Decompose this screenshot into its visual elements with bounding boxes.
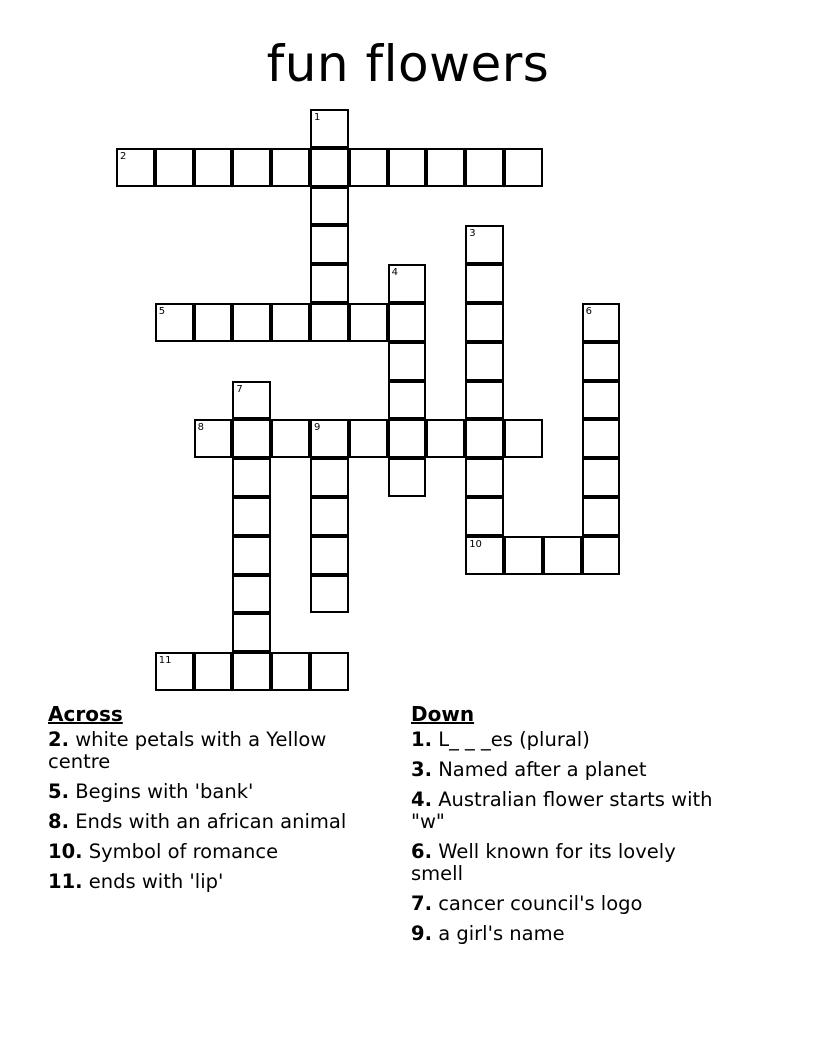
across-heading: Across <box>48 702 123 726</box>
down-clues <box>411 703 731 953</box>
grid-cell[interactable] <box>310 575 349 614</box>
clue-number: 7 <box>236 383 243 395</box>
grid-cell[interactable] <box>232 458 271 497</box>
clue-down-1: 1. L_ _ _es (plural) <box>411 728 590 751</box>
grid-cell[interactable] <box>465 536 504 575</box>
grid-cell[interactable] <box>310 536 349 575</box>
grid-cell[interactable] <box>155 652 194 691</box>
grid-cell[interactable] <box>349 148 388 187</box>
grid-cell[interactable] <box>232 419 271 458</box>
grid-cell[interactable] <box>232 497 271 536</box>
grid-cell[interactable] <box>388 381 427 420</box>
clue-number: 4 <box>391 267 398 279</box>
grid-cell[interactable] <box>194 419 233 458</box>
grid-cell[interactable] <box>388 419 427 458</box>
clue-across-10: 10. Symbol of romance <box>48 840 279 863</box>
grid-cell[interactable] <box>232 575 271 614</box>
across-clues <box>48 703 388 901</box>
grid-cell[interactable] <box>465 303 504 342</box>
grid-cell[interactable] <box>582 419 621 458</box>
clue-down-6: 6. Well known for its lovely smell <box>411 840 676 885</box>
clue-number: 10 <box>469 538 482 550</box>
grid-cell[interactable] <box>388 458 427 497</box>
grid-cell[interactable] <box>310 419 349 458</box>
clue-across-2: 2. white petals with a Yellow centre <box>48 728 327 773</box>
grid-cell[interactable] <box>232 613 271 652</box>
grid-cell[interactable] <box>310 225 349 264</box>
grid-cell[interactable] <box>388 264 427 303</box>
grid-cell[interactable] <box>155 303 194 342</box>
page-title: fun flowers <box>266 35 550 93</box>
grid-cell[interactable] <box>310 458 349 497</box>
grid-cell[interactable] <box>504 536 543 575</box>
clue-number: 2 <box>120 150 127 162</box>
grid-cell[interactable] <box>232 303 271 342</box>
clue-across-5: 5. Begins with 'bank' <box>48 780 254 803</box>
clue-across-11: 11. ends with 'lip' <box>48 870 224 893</box>
grid-cell[interactable] <box>271 652 310 691</box>
grid-cell[interactable] <box>349 419 388 458</box>
grid-cell[interactable] <box>116 148 155 187</box>
grid-cell[interactable] <box>426 419 465 458</box>
grid-cell[interactable] <box>465 497 504 536</box>
grid-cell[interactable] <box>232 536 271 575</box>
grid-cell[interactable] <box>582 497 621 536</box>
grid-cell[interactable] <box>310 497 349 536</box>
clue-number: 9 <box>314 422 321 434</box>
grid-cell[interactable] <box>582 381 621 420</box>
grid-cell[interactable] <box>388 303 427 342</box>
clue-number: 6 <box>585 306 592 317</box>
grid-cell[interactable] <box>388 148 427 187</box>
clue-down-7: 7. cancer council's logo <box>411 892 643 915</box>
grid-cell[interactable] <box>465 381 504 420</box>
grid-cell[interactable] <box>582 536 621 575</box>
grid-cell[interactable] <box>194 303 233 342</box>
clue-number: 11 <box>158 655 172 667</box>
grid-cell[interactable] <box>388 342 427 381</box>
grid-cell[interactable] <box>465 148 504 187</box>
grid-cell[interactable] <box>232 652 271 691</box>
grid-cell[interactable] <box>426 148 465 187</box>
grid-cell[interactable] <box>582 458 621 497</box>
grid-cell[interactable] <box>194 148 233 187</box>
grid-cell[interactable] <box>271 419 310 458</box>
grid-cell[interactable] <box>465 458 504 497</box>
grid-cell[interactable] <box>465 419 504 458</box>
grid-cell[interactable] <box>582 342 621 381</box>
grid-cell[interactable] <box>232 148 271 187</box>
grid-cell[interactable] <box>465 225 504 264</box>
clue-number: 1 <box>314 112 321 123</box>
grid-cell[interactable] <box>504 419 543 458</box>
grid-cell[interactable] <box>310 187 349 226</box>
grid-cell[interactable] <box>194 652 233 691</box>
clue-number: 3 <box>469 228 476 240</box>
grid-cell[interactable] <box>232 381 271 420</box>
grid-cell[interactable] <box>465 264 504 303</box>
grid-cell[interactable] <box>310 652 349 691</box>
grid-cell[interactable] <box>582 303 621 342</box>
grid-cell[interactable] <box>504 148 543 187</box>
grid-cell[interactable] <box>271 148 310 187</box>
clue-down-3: 3. Named after a planet <box>411 758 647 781</box>
grid-cell[interactable] <box>310 148 349 187</box>
clue-down-4: 4. Australian flower starts with "w" <box>411 788 713 833</box>
clue-number: 5 <box>158 306 166 317</box>
grid-cell[interactable] <box>349 303 388 342</box>
grid-cell[interactable] <box>310 264 349 303</box>
clue-down-9: 9. a girl's name <box>411 922 565 945</box>
crossword-grid <box>117 110 617 700</box>
down-heading: Down <box>411 702 475 726</box>
grid-cell[interactable] <box>271 303 310 342</box>
grid-cell[interactable] <box>465 342 504 381</box>
clue-number: 8 <box>197 422 204 434</box>
grid-cell[interactable] <box>155 148 194 187</box>
grid-cell[interactable] <box>310 303 349 342</box>
grid-cell[interactable] <box>543 536 582 575</box>
clue-across-8: 8. Ends with an african animal <box>48 810 347 833</box>
grid-cell[interactable] <box>310 109 349 148</box>
